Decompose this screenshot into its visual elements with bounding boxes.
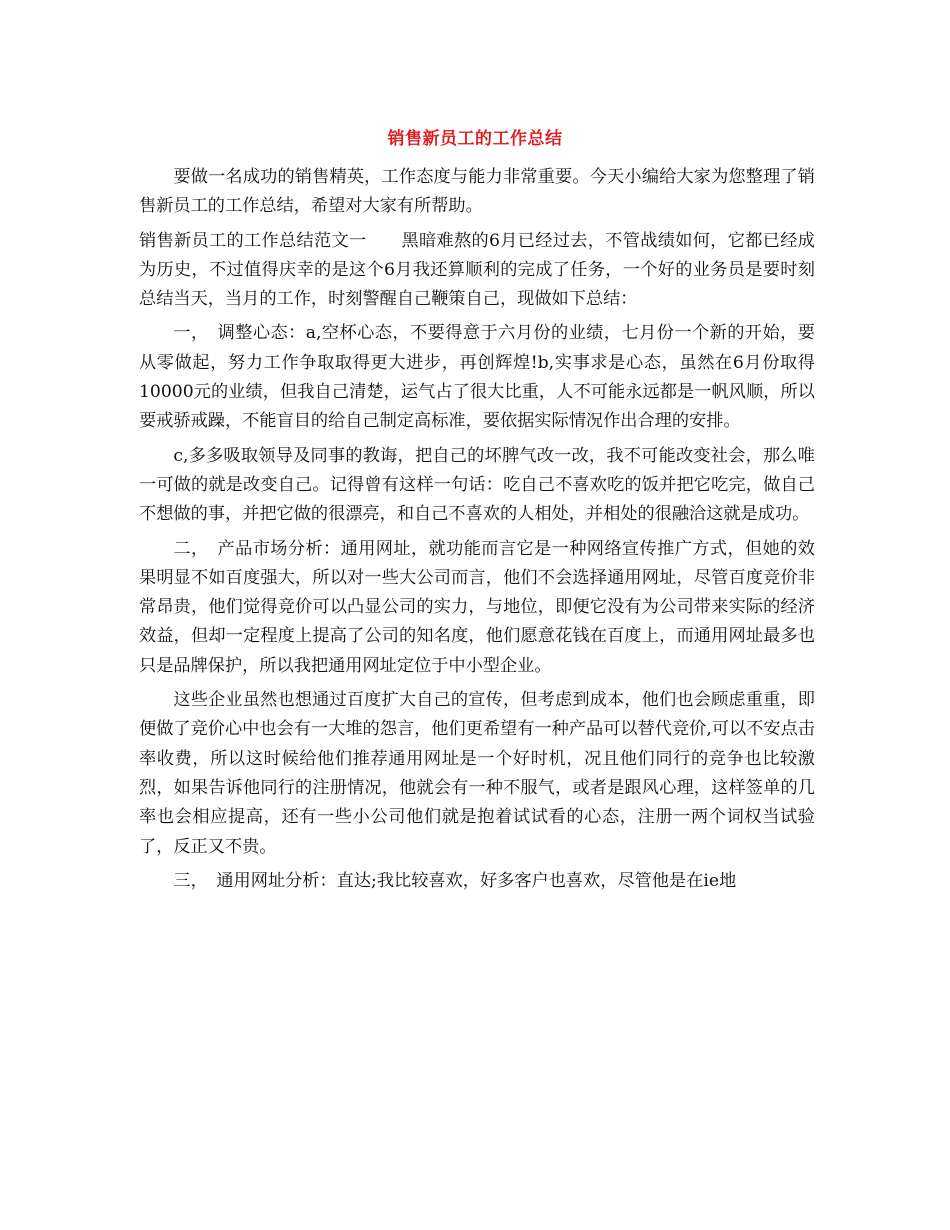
paragraph-section-one-c: c,多多吸取领导及同事的教诲，把自己的坏脾气改一改，我不可能改变社会，那么唯一可做的就是改变自己。记得曾有这样一句话：吃自己不喜欢吃的饭并把它吃完，做自己不想做的事，并把它做的很漂亮，和自己不喜欢的人相处，并相处的很融洽这就是成功。 [139, 445, 815, 525]
paragraph-intro: 要做一名成功的销售精英，工作态度与能力非常重要。今天小编给大家为您整理了销售新员工的工作总结，希望对大家有所帮助。 [139, 167, 815, 217]
document-body [139, 163, 815, 901]
paragraph-section-two: 二， 产品市场分析：通用网址，就功能而言它是一种网络宣传推广方式，但她的效果明显不如百度强大，所以对一些大公司而言，他们不会选择通用网址，尽管百度竞价非常昂贵，他们觉得竞价可以凸显公司的实力，与地位，即便它没有为公司带来实际的经济效益，但却一定程度上提高了公司的知名度，他们愿意花钱在百度上，而通用网址最多也只是品牌保护，所以我把通用网址定位于中小型企业。 [139, 538, 815, 676]
paragraph-section-three: 三， 通用网址分析：直达;我比较喜欢，好多客户也喜欢，尽管他是在ie地 [173, 870, 737, 891]
document-title: 销售新员工的工作总结 [387, 129, 563, 149]
paragraph-sample-one: 销售新员工的工作总结范文一 黑暗难熬的6月已经过去，不管战绩如何，它都已经成为历史，不过值得庆幸的是这个6月我还算顺利的完成了任务，一个好的业务员是要时刻总结当天，当月的工作，时刻警醒自己鞭策自己，现做如下总结： [139, 230, 815, 310]
paragraph-section-two-cont: 这些企业虽然也想通过百度扩大自己的宣传，但考虑到成本，他们也会顾虑重重，即便做了竞价心中也会有一大堆的怨言，他们更希望有一种产品可以替代竞价,可以不安点击率收费，所以这时候给他们推荐通用网址是一个好时机，况且他们同行的竞争也比较激烈，如果告诉他同行的注册情况，他就会有一种不服气，或者是跟风心理，这样签单的几率也会相应提高，还有一些小公司他们就是抱着试试看的心态，注册一两个词权当试验了，反正又不贵。 [139, 690, 815, 857]
paragraph-section-one: 一， 调整心态：a,空杯心态，不要得意于六月份的业绩，七月份一个新的开始，要从零做起，努力工作争取取得更大进步，再创辉煌!b,实事求是心态，虽然在6月份取得10000元的业绩，但我自己清楚，运气占了很大比重，人不可能永远都是一帆风顺，所以要戒骄戒躁，不能盲目的给自己制定高标准，要依据实际情况作出合理的安排。 [139, 323, 815, 432]
